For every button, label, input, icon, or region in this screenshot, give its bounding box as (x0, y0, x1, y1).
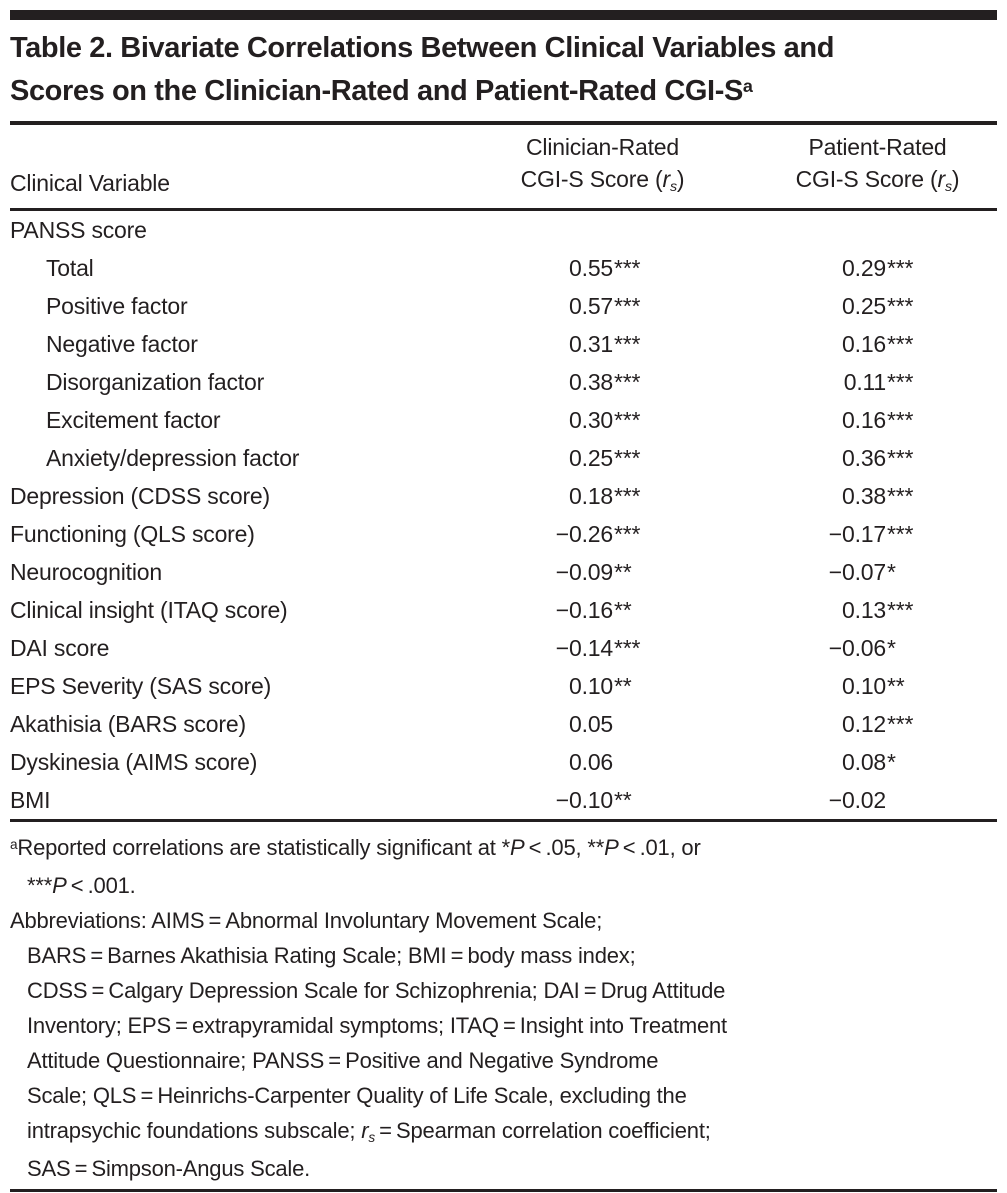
row-label: DAI score (10, 634, 110, 661)
row-label: Excitement factor (46, 406, 221, 433)
table-header-row (10, 125, 997, 208)
clinician-rated-significance-stars: ** (614, 786, 632, 813)
patient-rated-value (765, 255, 990, 282)
row-label: Akathisia (BARS score) (10, 710, 246, 737)
patient-rated-correlation: −0.07 (828, 558, 886, 585)
patient-rated-correlation: 0.08 (842, 748, 886, 775)
clinician-rated-significance-stars: *** (614, 406, 641, 433)
row-label: PANSS score (10, 216, 147, 243)
abbreviations-footnote-line: CDSS = Calgary Depression Scale for Schizophrenia; DAI = Drug Attitude (27, 978, 726, 1003)
clinician-rated-significance-stars: ** (614, 596, 632, 623)
column-header-clinician-rated-line1: Clinician-Rated (526, 134, 679, 160)
patient-rated-value (765, 673, 990, 700)
clinician-rated-value (490, 331, 715, 358)
row-label: Clinical insight (ITAQ score) (10, 596, 288, 623)
patient-rated-significance-stars: *** (887, 254, 914, 281)
row-label: Anxiety/depression factor (46, 444, 300, 471)
patient-rated-significance-stars: *** (887, 330, 914, 357)
table-body (10, 211, 997, 819)
abbreviations-footnote-line: Scale; QLS = Heinrichs-Carpenter Quality of Life Scale, excluding the (27, 1083, 687, 1108)
patient-rated-correlation: 0.11 (843, 368, 886, 395)
clinician-rated-value (490, 369, 715, 396)
bottom-rule (10, 1189, 997, 1192)
table-row (10, 667, 997, 705)
patient-rated-significance-stars: *** (887, 292, 914, 319)
clinician-rated-value (490, 673, 715, 700)
patient-rated-significance-stars: *** (887, 482, 914, 509)
clinician-rated-significance-stars: *** (614, 368, 641, 395)
patient-rated-correlation: 0.38 (842, 482, 886, 509)
patient-rated-value (765, 407, 990, 434)
clinician-rated-value (490, 749, 715, 776)
table-row (10, 287, 997, 325)
column-header-patient-rated-line1: Patient-Rated (808, 134, 947, 160)
clinician-rated-significance-stars: *** (614, 292, 641, 319)
clinician-rated-value (490, 787, 715, 814)
patient-rated-value (765, 369, 990, 396)
row-label: Neurocognition (10, 558, 162, 585)
patient-rated-correlation: 0.12 (842, 710, 886, 737)
patient-rated-correlation: 0.16 (842, 406, 886, 433)
row-label: Total (46, 254, 94, 281)
clinician-rated-value (490, 483, 715, 510)
clinician-rated-significance-stars (613, 749, 715, 776)
column-header-clinical-variable: Clinical Variable (10, 170, 170, 196)
clinician-rated-value (490, 597, 715, 624)
patient-rated-value (765, 749, 990, 776)
patient-rated-value (765, 635, 990, 662)
clinician-rated-significance-stars: *** (614, 330, 641, 357)
significance-footnote-line: ***P < .001. (27, 873, 136, 898)
significance-footnote (10, 822, 997, 903)
clinician-rated-correlation: −0.09 (555, 558, 613, 585)
column-header-patient-rated (765, 131, 990, 199)
patient-rated-correlation: −0.02 (828, 786, 886, 813)
patient-rated-value (765, 711, 990, 738)
row-label: EPS Severity (SAS score) (10, 672, 272, 699)
table-row (10, 743, 997, 781)
clinician-rated-value (490, 559, 715, 586)
patient-rated-correlation: −0.17 (828, 520, 886, 547)
row-label: Functioning (QLS score) (10, 520, 255, 547)
patient-rated-value (765, 445, 990, 472)
clinician-rated-value (490, 521, 715, 548)
patient-rated-significance-stars: * (887, 558, 896, 585)
table-row (10, 439, 997, 477)
patient-rated-correlation: 0.16 (842, 330, 886, 357)
clinician-rated-value (490, 293, 715, 320)
patient-rated-significance-stars: *** (887, 710, 914, 737)
table-row (10, 249, 997, 287)
clinician-rated-correlation: 0.05 (569, 710, 613, 737)
clinician-rated-value (490, 407, 715, 434)
patient-rated-value (765, 331, 990, 358)
clinician-rated-correlation: −0.10 (555, 786, 613, 813)
abbreviations-footnote-line: Attitude Questionnaire; PANSS = Positive and Negative Syndrome (27, 1048, 659, 1073)
clinician-rated-correlation: 0.06 (569, 748, 613, 775)
clinician-rated-significance-stars: *** (614, 444, 641, 471)
clinician-rated-correlation: 0.55 (569, 254, 613, 281)
abbreviations-footnote (10, 903, 997, 1186)
clinician-rated-correlation: −0.26 (555, 520, 613, 547)
patient-rated-significance-stars: *** (887, 444, 914, 471)
abbreviations-footnote-line: Abbreviations: AIMS = Abnormal Involuntary Movement Scale; (10, 908, 603, 933)
column-header-clinician-rated (490, 131, 715, 199)
row-label: Depression (CDSS score) (10, 482, 270, 509)
clinician-rated-correlation: 0.18 (569, 482, 613, 509)
patient-rated-value (765, 483, 990, 510)
significance-footnote-line: $^a$Reported correlations are statistically significant at *P < .05, **P < .01, or (10, 835, 701, 860)
patient-rated-correlation: 0.25 (842, 292, 886, 319)
clinician-rated-value (490, 635, 715, 662)
patient-rated-significance-stars: * (887, 634, 896, 661)
row-label: Negative factor (46, 330, 198, 357)
table-figure (10, 10, 997, 1192)
table-row (10, 325, 997, 363)
abbreviations-footnote-line: BARS = Barnes Akathisia Rating Scale; BMI = body mass index; (27, 943, 636, 968)
table-title (10, 27, 997, 116)
clinician-rated-value (490, 445, 715, 472)
clinician-rated-correlation: 0.10 (569, 672, 613, 699)
row-label: BMI (10, 786, 51, 813)
patient-rated-significance-stars: *** (887, 406, 914, 433)
table-row (10, 705, 997, 743)
clinician-rated-correlation: −0.16 (555, 596, 613, 623)
row-label: Dyskinesia (AIMS score) (10, 748, 258, 775)
clinician-rated-significance-stars: *** (614, 254, 641, 281)
abbreviations-footnote-line: intrapsychic foundations subscale; rs = Spearman correlation coefficient; (27, 1118, 711, 1145)
patient-rated-significance-stars: ** (887, 672, 905, 699)
patient-rated-correlation: 0.10 (842, 672, 886, 699)
patient-rated-correlation: 0.13 (842, 596, 886, 623)
patient-rated-value (765, 597, 990, 624)
table-row (10, 515, 997, 553)
abbreviations-footnote-line: Inventory; EPS = extrapyramidal symptoms; ITAQ = Insight into Treatment (27, 1013, 727, 1038)
patient-rated-significance-stars (886, 787, 990, 814)
table-row (10, 477, 997, 515)
clinician-rated-correlation: −0.14 (555, 634, 613, 661)
clinician-rated-significance-stars: *** (614, 520, 641, 547)
row-label: Disorganization factor (46, 368, 265, 395)
table-row (10, 591, 997, 629)
table-row (10, 781, 997, 819)
clinician-rated-correlation: 0.31 (569, 330, 613, 357)
clinician-rated-correlation: 0.30 (569, 406, 613, 433)
clinician-rated-correlation: 0.57 (569, 292, 613, 319)
table-title-line: Table 2. Bivariate Correlations Between Clinical Variables and (10, 32, 835, 64)
patient-rated-correlation: 0.29 (842, 254, 886, 281)
patient-rated-significance-stars: *** (887, 596, 914, 623)
patient-rated-value (765, 521, 990, 548)
table-title-line: Scores on the Clinician-Rated and Patient-Rated CGI-$S^a$ (10, 75, 753, 107)
top-rule-thick (10, 10, 997, 20)
table-row (10, 629, 997, 667)
clinician-rated-value (490, 711, 715, 738)
clinician-rated-correlation: 0.25 (569, 444, 613, 471)
patient-rated-value (765, 559, 990, 586)
abbreviations-footnote-line: SAS = Simpson-Angus Scale. (27, 1156, 311, 1181)
table-row (10, 553, 997, 591)
patient-rated-value (765, 293, 990, 320)
clinician-rated-significance-stars: ** (614, 558, 632, 585)
column-header-patient-rated-line2: CGI-S Score (rs) (795, 166, 960, 195)
patient-rated-value (765, 787, 990, 814)
patient-rated-correlation: 0.36 (842, 444, 886, 471)
column-header-clinician-rated-line2: CGI-S Score (rs) (520, 166, 685, 195)
patient-rated-significance-stars: * (887, 748, 896, 775)
table-row (10, 401, 997, 439)
clinician-rated-significance-stars: ** (614, 672, 632, 699)
clinician-rated-significance-stars (613, 711, 715, 738)
patient-rated-significance-stars: *** (887, 520, 914, 547)
patient-rated-significance-stars: *** (887, 368, 914, 395)
clinician-rated-significance-stars: *** (614, 482, 641, 509)
table-row (10, 211, 997, 249)
patient-rated-correlation: −0.06 (828, 634, 886, 661)
clinician-rated-correlation: 0.38 (569, 368, 613, 395)
clinician-rated-value (490, 255, 715, 282)
table-row (10, 363, 997, 401)
clinician-rated-significance-stars: *** (614, 634, 641, 661)
row-label: Positive factor (46, 292, 188, 319)
